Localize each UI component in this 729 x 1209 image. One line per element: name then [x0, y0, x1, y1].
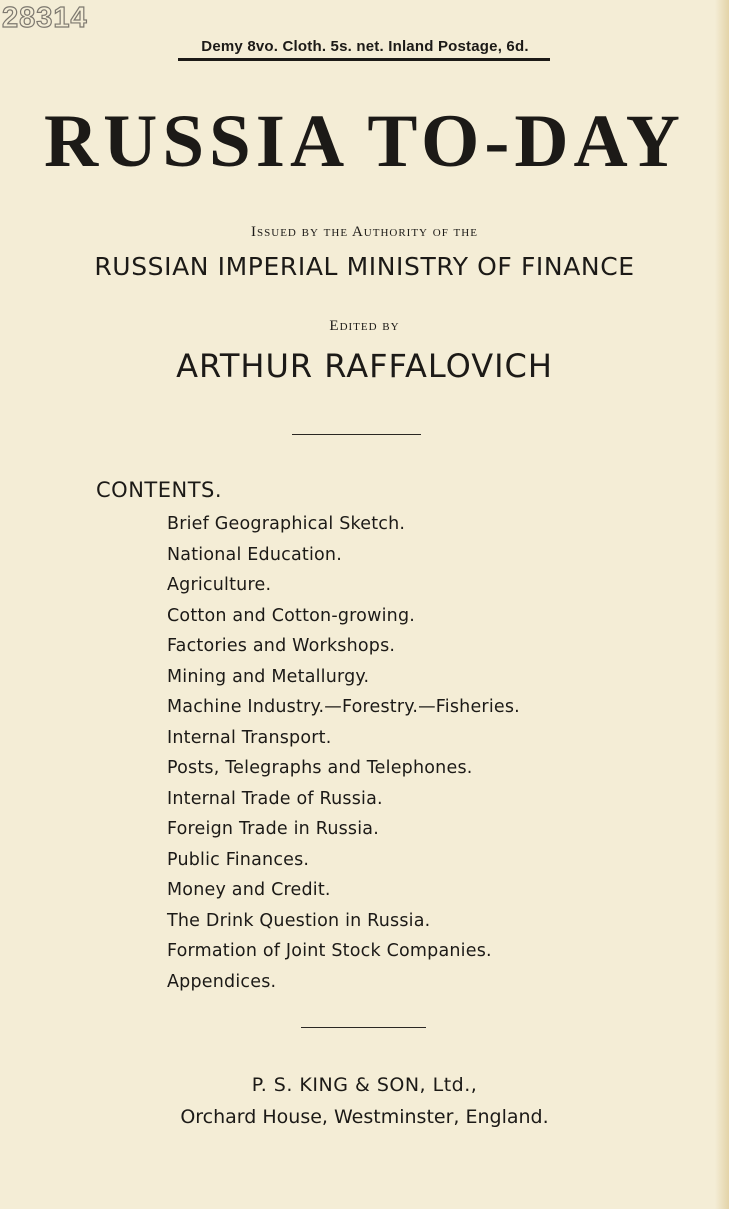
divider-rule — [292, 434, 421, 435]
contents-list — [167, 509, 520, 997]
issued-by-line: Issued by the Authority of the — [251, 224, 478, 240]
contents-item: Internal Transport. — [167, 727, 332, 748]
contents-item: Posts, Telegraphs and Telephones. — [167, 758, 473, 778]
publisher-address: Orchard House, Westminster, England. — [180, 1106, 549, 1128]
contents-heading: CONTENTS. — [96, 478, 223, 502]
contents-item: Mining and Metallurgy. — [167, 666, 370, 687]
publisher-name: P. S. KING & SON, Ltd., — [251, 1074, 478, 1096]
contents-item: Public Finances. — [167, 849, 310, 870]
contents-item: Machine Industry.—Forestry.—Fisheries. — [167, 697, 520, 717]
contents-item: Foreign Trade in Russia. — [167, 819, 379, 839]
contents-item: The Drink Question in Russia. — [167, 910, 431, 931]
contents-item: National Education. — [167, 544, 342, 565]
contents-item: Brief Geographical Sketch. — [167, 514, 406, 534]
contents-item: Formation of Joint Stock Companies. — [167, 941, 492, 961]
contents-item: Agriculture. — [167, 575, 272, 595]
price-header: Demy 8vo. Cloth. 5s. net. Inland Postage, 6d. — [201, 38, 529, 55]
contents-item: Factories and Workshops. — [167, 636, 396, 656]
contents-item: Internal Trade of Russia. — [167, 788, 383, 809]
catalog-stamp: 28314 — [2, 2, 88, 34]
page-edge-shadow — [715, 0, 729, 1209]
contents-item: Money and Credit. — [167, 880, 331, 900]
edited-by-line: Edited by — [329, 318, 400, 334]
ministry-name: RUSSIAN IMPERIAL MINISTRY OF FINANCE — [94, 252, 635, 281]
contents-item: Cotton and Cotton-growing. — [167, 605, 416, 626]
editor-name: ARTHUR RAFFALOVICH — [176, 347, 553, 385]
divider-rule — [301, 1027, 426, 1028]
contents-item: Appendices. — [167, 971, 277, 992]
header-rule — [178, 58, 550, 61]
book-title: RUSSIA TO-DAY — [44, 100, 685, 183]
